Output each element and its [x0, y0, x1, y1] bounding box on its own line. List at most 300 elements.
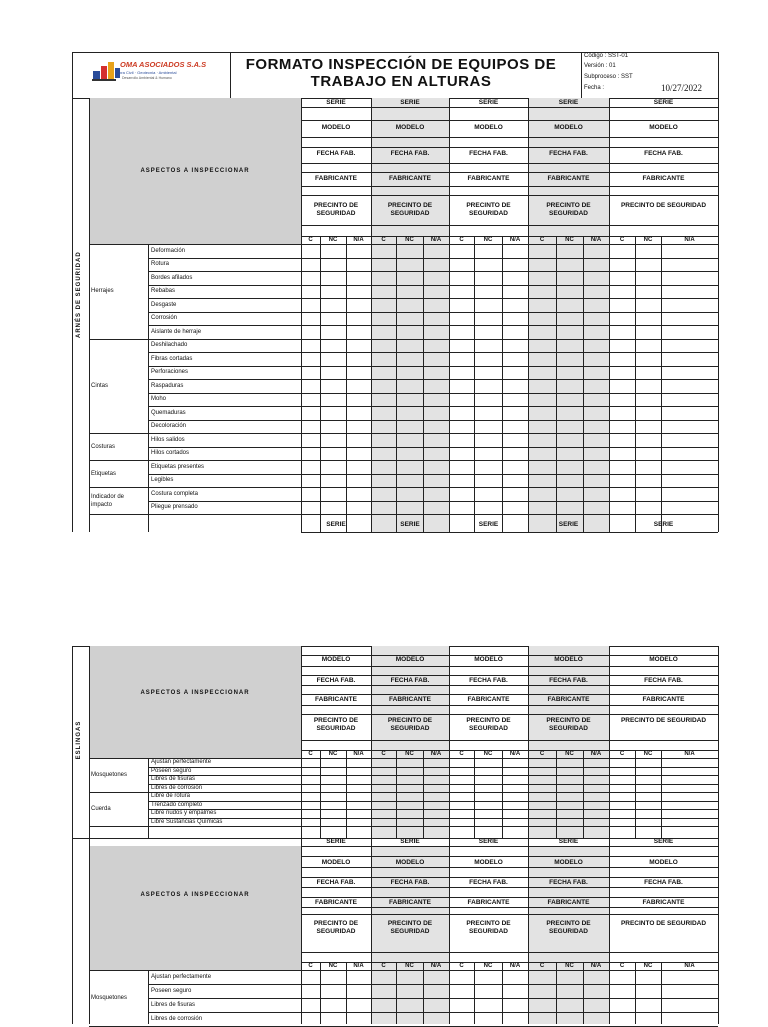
grid-line	[89, 646, 90, 838]
fabricante-label: FABRICANTE	[315, 696, 357, 703]
status-c-label: C	[539, 237, 545, 243]
status-na-label: N/A	[353, 751, 364, 757]
precinto-label: PRECINTO DE SEGURIDAD	[546, 920, 591, 935]
status-nc-label: NC	[565, 237, 574, 243]
modelo-label: MODELO	[395, 656, 425, 663]
status-c-label: C	[308, 963, 313, 969]
precinto-label: PRECINTO DE SEGURIDAD	[466, 717, 511, 732]
grid-line	[148, 767, 718, 768]
modelo-label: MODELO	[395, 859, 425, 866]
grid-line	[661, 236, 662, 532]
inspection-item-label: Ajustan perfectamente	[151, 974, 212, 980]
grid-line	[583, 750, 584, 838]
grid-line	[301, 120, 718, 121]
status-na-label: N/A	[353, 237, 364, 243]
inspection-item-label: Deformación	[151, 247, 186, 254]
grid-line	[301, 838, 302, 846]
fecha_fab-label: FECHA FAB.	[469, 879, 508, 886]
fabricante-label: FABRICANTE	[642, 175, 685, 182]
serie-label: SERIE	[653, 838, 674, 845]
status-c-label: C	[308, 237, 313, 243]
status-c-label: C	[539, 963, 545, 969]
fabricante-label: FABRICANTE	[642, 899, 685, 906]
grid-line	[396, 236, 397, 532]
status-na-label: N/A	[509, 237, 521, 243]
inspection-item-label: Trenzado completo	[151, 801, 203, 808]
status-na-label: N/A	[353, 963, 364, 969]
grid-line	[635, 236, 636, 532]
grid-line	[528, 846, 529, 1024]
grid-line	[635, 750, 636, 838]
inspection-item-label: Decoloración	[151, 423, 187, 430]
aspects-label: ASPECTOS A INSPECCIONAR	[140, 690, 250, 696]
status-na-label: N/A	[684, 963, 695, 969]
grid-line	[556, 750, 557, 838]
precinto-label: PRECINTO DE SEGURIDAD	[620, 202, 707, 209]
grid-line	[301, 98, 302, 532]
grid-line	[72, 838, 73, 1024]
inspection-group-label: Herrajes	[91, 288, 114, 295]
modelo-label: MODELO	[474, 124, 503, 131]
serie-label: SERIE	[326, 521, 346, 528]
status-na-label: N/A	[590, 237, 602, 243]
modelo-label: MODELO	[395, 124, 425, 131]
serie-label: SERIE	[653, 521, 674, 528]
grid-line	[301, 714, 718, 715]
fabricante-label: FABRICANTE	[467, 696, 510, 703]
grid-line	[301, 846, 718, 847]
grid-line	[148, 406, 718, 407]
inspection-group-label: Mosquetones	[91, 772, 128, 778]
section-vertical-label: ARNÉS DE SEGURIDAD	[76, 251, 82, 338]
grid-line	[528, 98, 529, 532]
modelo-label: MODELO	[554, 124, 583, 131]
grid-line	[148, 420, 718, 421]
status-nc-label: NC	[405, 963, 414, 969]
inspection-group-label: Indicador de impacto	[91, 493, 125, 508]
inspection-item-label: Libre de rotura	[151, 793, 191, 800]
status-c-label: C	[459, 751, 464, 757]
status-nc-label: NC	[565, 963, 574, 969]
fabricante-label: FABRICANTE	[467, 175, 510, 182]
grid-line	[371, 846, 372, 1024]
status-na-label: N/A	[430, 963, 442, 969]
grid-line	[148, 339, 718, 340]
grid-line	[301, 952, 718, 953]
grid-line	[528, 838, 529, 846]
inspection-item-label: Raspaduras	[151, 382, 184, 389]
grid-line	[718, 52, 719, 98]
status-c-label: C	[619, 963, 625, 969]
section-vertical-label: ESLINGAS	[76, 720, 82, 760]
fecha_fab-label: FECHA FAB.	[644, 150, 683, 157]
inspection-item-label: Costura completa	[151, 490, 199, 497]
inspection-item-label: Moho	[151, 396, 167, 403]
inspection-item-label: Libres de fisuras	[151, 1002, 196, 1008]
document-version: Versión : 01	[584, 63, 616, 69]
grid-line	[301, 646, 302, 838]
grid-line	[661, 750, 662, 838]
fecha_fab-label: FECHA FAB.	[390, 677, 430, 684]
precinto-label: PRECINTO DE SEGURIDAD	[466, 920, 511, 935]
fecha_fab-label: FECHA FAB.	[316, 879, 356, 886]
grid-line	[301, 675, 718, 676]
grid-line	[89, 98, 90, 532]
document-code: Código : SST-01	[584, 53, 629, 59]
aspects-header-cell	[90, 646, 301, 758]
grid-line	[89, 433, 148, 434]
grid-line	[609, 846, 610, 1024]
serie-label: SERIE	[558, 521, 579, 528]
document-date-label: Fecha :	[584, 85, 605, 91]
grid-line	[474, 236, 475, 532]
serie-label: SERIE	[478, 521, 499, 528]
aspects-label: ASPECTOS A INSPECCIONAR	[140, 168, 250, 174]
grid-line	[148, 352, 718, 353]
inspection-item-label: Deshilachado	[151, 342, 188, 349]
grid-line	[148, 433, 718, 434]
fecha_fab-label: FECHA FAB.	[549, 150, 588, 157]
grid-line	[89, 460, 148, 461]
status-na-label: N/A	[509, 751, 521, 757]
serie-label: SERIE	[400, 99, 420, 106]
inspection-group-label: Cuerda	[91, 806, 111, 812]
modelo-label: MODELO	[474, 859, 503, 866]
precinto-label: PRECINTO DE SEGURIDAD	[620, 717, 707, 724]
status-nc-label: NC	[483, 237, 493, 243]
company-name: OMA ASOCIADOS S.A.S	[120, 60, 207, 69]
grid-line	[301, 137, 718, 138]
grid-line	[301, 758, 718, 759]
status-na-label: N/A	[684, 237, 695, 243]
document-subprocess: Subproceso : SST	[584, 74, 633, 80]
grid-line	[148, 487, 718, 488]
precinto-label: PRECINTO DE SEGURIDAD	[387, 920, 433, 935]
status-nc-label: NC	[483, 751, 493, 757]
status-nc-label: NC	[405, 751, 414, 757]
grid-line	[301, 163, 718, 164]
grid-line	[148, 984, 718, 985]
grid-line	[301, 685, 718, 686]
grid-line	[148, 447, 718, 448]
aspects-header-cell	[90, 846, 301, 970]
status-c-label: C	[619, 751, 625, 757]
grid-line	[148, 792, 718, 793]
grid-line	[301, 532, 718, 533]
grid-line	[583, 962, 584, 1024]
fecha_fab-label: FECHA FAB.	[469, 677, 508, 684]
grid-line	[148, 474, 718, 475]
inspection-item-label: Quemaduras	[151, 409, 186, 416]
inspection-group-label: Cintas	[91, 382, 109, 389]
inspection-item-label: Libres de corrosión	[151, 1016, 203, 1022]
grid-line	[301, 887, 718, 888]
modelo-label: MODELO	[554, 859, 583, 866]
inspection-item-label: Pliegue prensado	[151, 504, 198, 511]
grid-line	[346, 236, 347, 532]
grid-line	[301, 907, 718, 908]
grid-line	[148, 501, 718, 502]
grid-line	[301, 225, 718, 226]
precinto-label: PRECINTO DE SEGURIDAD	[313, 717, 359, 732]
status-nc-label: NC	[405, 237, 414, 243]
grid-line	[148, 379, 718, 380]
status-c-label: C	[539, 751, 545, 757]
grid-line	[320, 750, 321, 838]
status-c-label: C	[381, 963, 386, 969]
status-nc-label: NC	[643, 237, 653, 243]
serie-label: SERIE	[653, 99, 674, 106]
grid-line	[449, 98, 450, 532]
serie-label: SERIE	[326, 99, 346, 106]
grid-line	[89, 826, 148, 827]
inspection-item-label: Bordes afilados	[151, 274, 193, 281]
grid-line	[301, 244, 718, 245]
fecha_fab-label: FECHA FAB.	[390, 879, 430, 886]
status-c-label: C	[308, 751, 313, 757]
fabricante-label: FABRICANTE	[389, 899, 431, 906]
grid-line	[301, 147, 718, 148]
precinto-label: PRECINTO DE SEGURIDAD	[387, 717, 433, 732]
grid-line	[148, 258, 718, 259]
fecha_fab-label: FECHA FAB.	[549, 677, 588, 684]
inspection-item-label: Fibras cortadas	[151, 355, 193, 362]
modelo-label: MODELO	[321, 124, 351, 131]
inspection-item-label: Perforaciones	[151, 369, 189, 376]
grid-line	[396, 750, 397, 838]
grid-line	[346, 962, 347, 1024]
grid-line	[89, 514, 148, 515]
fabricante-label: FABRICANTE	[642, 696, 685, 703]
status-na-label: N/A	[430, 237, 442, 243]
fabricante-label: FABRICANTE	[547, 899, 590, 906]
modelo-label: MODELO	[649, 124, 678, 131]
fecha_fab-label: FECHA FAB.	[469, 150, 508, 157]
grid-line	[148, 970, 149, 1024]
serie-label: SERIE	[558, 838, 579, 845]
modelo-label: MODELO	[554, 656, 583, 663]
grid-line	[371, 98, 372, 532]
grid-line	[718, 838, 719, 1024]
grid-line	[528, 646, 529, 838]
precinto-label: PRECINTO DE SEGURIDAD	[313, 920, 359, 935]
grid-line	[609, 98, 610, 532]
fabricante-label: FABRICANTE	[547, 696, 590, 703]
serie-label: SERIE	[400, 838, 420, 845]
inspection-item-label: Libre nudos y empalmes	[151, 810, 217, 817]
status-na-label: N/A	[590, 751, 602, 757]
grid-line	[148, 1012, 718, 1013]
grid-line	[148, 998, 718, 999]
status-nc-label: NC	[328, 751, 338, 757]
grid-line	[502, 236, 503, 532]
status-c-label: C	[381, 237, 386, 243]
grid-line	[449, 646, 450, 838]
status-nc-label: NC	[643, 751, 653, 757]
inspection-item-label: Libre Sustancias Químicas	[151, 818, 223, 825]
modelo-label: MODELO	[649, 859, 678, 866]
grid-line	[89, 758, 301, 759]
grid-line	[72, 646, 73, 838]
grid-line	[72, 52, 73, 98]
grid-line	[148, 826, 718, 827]
fabricante-label: FABRICANTE	[467, 899, 510, 906]
grid-line	[371, 838, 372, 846]
grid-line	[423, 750, 424, 838]
grid-line	[449, 846, 450, 1024]
grid-line	[148, 312, 718, 313]
precinto-label: PRECINTO DE SEGURIDAD	[620, 920, 707, 927]
inspection-item-label: Desgaste	[151, 301, 177, 308]
precinto-label: PRECINTO DE SEGURIDAD	[546, 202, 591, 217]
grid-line	[301, 195, 718, 196]
inspection-item-label: Etiquetas presentes	[151, 463, 205, 470]
grid-line	[301, 897, 718, 898]
grid-line	[89, 339, 148, 340]
grid-line	[609, 838, 610, 846]
grid-line	[301, 877, 718, 878]
precinto-label: PRECINTO DE SEGURIDAD	[466, 202, 511, 217]
grid-line	[556, 962, 557, 1024]
grid-line	[148, 809, 718, 810]
grid-line	[718, 98, 719, 532]
grid-line	[320, 236, 321, 532]
company-subtagline: Desarrollo Ambiental & Humano	[122, 76, 172, 80]
inspection-item-label: Rotura	[151, 261, 170, 268]
grid-line	[148, 244, 149, 532]
inspection-group-label: Costuras	[91, 443, 116, 450]
grid-line	[72, 98, 73, 532]
status-nc-label: NC	[328, 963, 338, 969]
serie-label: SERIE	[478, 838, 499, 845]
grid-line	[301, 705, 718, 706]
grid-line	[148, 325, 718, 326]
modelo-label: MODELO	[649, 656, 678, 663]
grid-line	[635, 962, 636, 1024]
precinto-label: PRECINTO DE SEGURIDAD	[546, 717, 591, 732]
inspection-item-label: Poseen seguro	[151, 988, 192, 994]
grid-line	[474, 962, 475, 1024]
aspects-label: ASPECTOS A INSPECCIONAR	[140, 892, 250, 898]
grid-line	[148, 271, 718, 272]
fabricante-label: FABRICANTE	[315, 175, 357, 182]
fabricante-label: FABRICANTE	[547, 175, 590, 182]
grid-line	[423, 962, 424, 1024]
fecha_fab-label: FECHA FAB.	[644, 677, 683, 684]
grid-line	[502, 750, 503, 838]
precinto-label: PRECINTO DE SEGURIDAD	[387, 202, 433, 217]
grid-line	[301, 172, 718, 173]
fabricante-label: FABRICANTE	[315, 899, 357, 906]
inspection-item-label: Hilos salidos	[151, 436, 185, 443]
serie-label: SERIE	[558, 99, 579, 106]
status-c-label: C	[381, 751, 386, 757]
serie-label: SERIE	[478, 99, 499, 106]
grid-line	[301, 867, 718, 868]
inspection-item-label: Libres de corrosión	[151, 784, 203, 791]
status-nc-label: NC	[643, 963, 653, 969]
status-c-label: C	[459, 237, 464, 243]
inspection-item-label: Rebabas	[151, 288, 176, 295]
grid-line	[148, 775, 718, 776]
grid-line	[661, 962, 662, 1024]
status-nc-label: NC	[483, 963, 493, 969]
grid-line	[371, 646, 372, 838]
inspection-item-label: Poseen seguro	[151, 767, 192, 774]
inspection-item-label: Corrosión	[151, 315, 178, 322]
modelo-label: MODELO	[321, 859, 351, 866]
inspection-item-label: Libres de fisuras	[151, 776, 196, 783]
status-nc-label: NC	[565, 751, 574, 757]
grid-line	[301, 914, 718, 915]
grid-line	[89, 838, 90, 1024]
grid-line	[89, 970, 301, 971]
grid-line	[609, 646, 610, 838]
grid-line	[301, 186, 718, 187]
grid-line	[89, 487, 148, 488]
status-na-label: N/A	[430, 751, 442, 757]
fabricante-label: FABRICANTE	[389, 696, 431, 703]
fecha_fab-label: FECHA FAB.	[316, 150, 356, 157]
inspection-item-label: Aislante de herraje	[151, 328, 202, 335]
grid-line	[301, 856, 718, 857]
grid-line	[148, 758, 149, 838]
grid-line	[148, 285, 718, 286]
fecha_fab-label: FECHA FAB.	[644, 879, 683, 886]
serie-label: SERIE	[400, 521, 420, 528]
page-title: FORMATO INSPECCIÓN DE EQUIPOS DE TRABAJO EN ALTURAS	[245, 56, 557, 90]
grid-line	[148, 366, 718, 367]
company-tagline: Obra Civil · Geotecnia · Ambiental	[116, 70, 177, 75]
status-c-label: C	[619, 237, 625, 243]
inspection-group-label: Etiquetas	[91, 470, 117, 477]
grid-line	[396, 962, 397, 1024]
grid-line	[583, 236, 584, 532]
grid-line	[148, 393, 718, 394]
grid-line	[148, 801, 718, 802]
grid-line	[301, 694, 718, 695]
inspection-item-label: Hilos cortados	[151, 450, 190, 457]
grid-line	[346, 750, 347, 838]
fecha_fab-label: FECHA FAB.	[316, 677, 356, 684]
modelo-label: MODELO	[321, 656, 351, 663]
precinto-label: PRECINTO DE SEGURIDAD	[313, 202, 359, 217]
status-c-label: C	[459, 963, 464, 969]
grid-line	[148, 818, 718, 819]
fecha_fab-label: FECHA FAB.	[390, 150, 430, 157]
grid-line	[556, 236, 557, 532]
grid-line	[718, 646, 719, 838]
grid-line	[148, 784, 718, 785]
inspection-group-label: Mosquetones	[91, 995, 128, 1001]
grid-line	[301, 666, 718, 667]
grid-line	[301, 107, 718, 108]
status-nc-label: NC	[328, 237, 338, 243]
grid-line	[148, 298, 718, 299]
status-na-label: N/A	[590, 963, 602, 969]
inspection-item-label: Ajustan perfectamente	[151, 759, 212, 766]
fabricante-label: FABRICANTE	[389, 175, 431, 182]
fecha_fab-label: FECHA FAB.	[549, 879, 588, 886]
grid-line	[89, 792, 148, 793]
grid-line	[423, 236, 424, 532]
modelo-label: MODELO	[474, 656, 503, 663]
grid-line	[320, 962, 321, 1024]
grid-line	[301, 970, 718, 971]
grid-line	[502, 962, 503, 1024]
grid-line	[301, 740, 718, 741]
grid-line	[148, 460, 718, 461]
